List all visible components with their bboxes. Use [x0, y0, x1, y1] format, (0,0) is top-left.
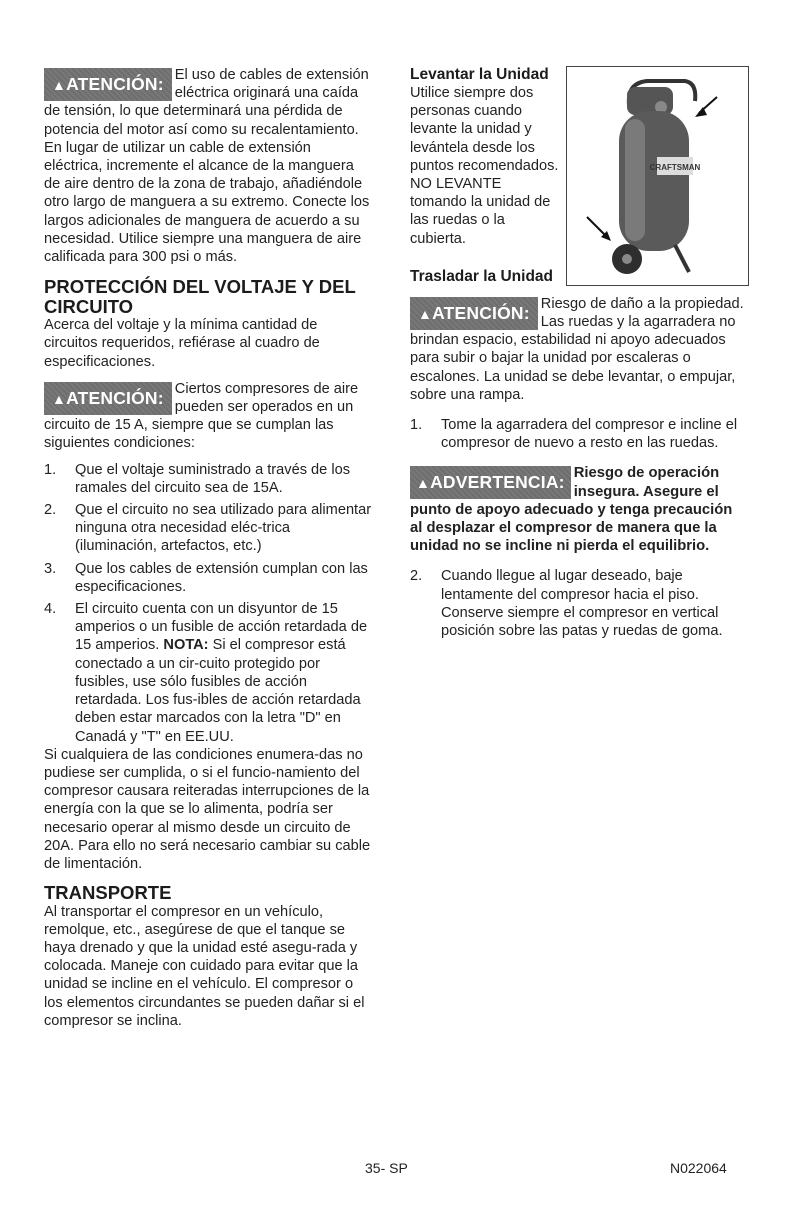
warning-unsafe-operation — [410, 464, 748, 555]
warning-triangle-icon: ▲ — [416, 475, 431, 492]
warning-text: Riesgo de daño a la propiedad. Las ruedas y la agarradera no brindan espacio, estabilidad ni apoyo adecuados para subir o bajar la unidad por escaleras o escalones. La unidad se debe levantar, o empujar, sobre una rampa. — [410, 295, 744, 403]
paragraph-voltage: Acerca del voltaje y la mínima cantidad de circuitos requeridos, refiérase al cuadro de especificaciones. — [44, 317, 320, 370]
warning-badge: ▲ADVERTENCIA: — [410, 466, 571, 499]
warning-badge: ▲ATENCIÓN: — [44, 68, 172, 101]
warning-badge: ▲ATENCIÓN: — [410, 297, 538, 330]
document-code: N022064 — [670, 1160, 727, 1176]
compressor-illustration — [567, 67, 748, 285]
paragraph-lift: Utilice siempre dos personas cuando levante la unidad y levántela desde los puntos recomendados. NO LEVANTE tomando la unidad de las ruedas o la cubierta. — [410, 85, 559, 247]
move-steps-list-1 — [410, 416, 748, 452]
compressor-photo — [566, 66, 749, 286]
list-item: 4. El circuito cuenta con un disyuntor de 15 amperios o un fusible de acción retardada de 15 amperios. NOTA: Si el compresor está conectado a un cir-cuito protegido por fusibles, use sólo fusibles de acción retardada. Los fus-ibles de acción retardada deben estar marcados con la letra "D" en Canadá y "T" en EE.UU. — [44, 601, 368, 745]
list-item: 2. Que el circuito no sea utilizado para alimentar ninguna otra necesidad eléc-trica (iluminación, artefactos, etc.) — [44, 502, 372, 555]
conditions-list — [44, 461, 372, 746]
move-steps-list-2 — [410, 567, 748, 640]
warning-property-damage — [410, 295, 748, 404]
note-label: NOTA: — [163, 637, 209, 654]
list-item: 1. Que el voltaje suministrado a través de los ramales del circuito sea de 15A. — [44, 461, 350, 496]
warning-15a-circuit — [44, 380, 372, 453]
list-item: 1. Tome la agarradera del compresor e incline el compresor de nuevo a resto en las ruedas. — [410, 417, 738, 452]
warning-triangle-icon: ▲ — [52, 390, 67, 407]
warning-badge: ▲ATENCIÓN: — [44, 382, 172, 415]
warning-text: El uso de cables de extensión eléctrica originará una caída de tensión, lo que determinará una pérdida de potencia del motor así como su recalentamiento. En lugar de utilizar un cable de extensión eléctrica, incremente el alcance de la manguera de aire dentro de la zona de trabajo, añadiéndole otro largo de manguera a su extremo. Conecte los largos adicionales de manguera de acuerdo a su necesidad. Utilice siempre una manguera de aire calificada para 300 psi o más. — [44, 67, 370, 266]
warning-extension-cords — [44, 66, 372, 266]
paragraph-transport: Al transportar el compresor en un vehículo, remolque, etc., asegúrese de que el tanque se haya drenado y que la unidad esté asegu-rada y colocada. Maneje con cuidado para evitar que la unidad se incline en el vehículo. El compresor o los elementos circundantes se pueden dañar si el compresor se inclina. — [44, 903, 365, 1029]
list-item: 3. Que los cables de extensión cumplan con las especificaciones. — [44, 560, 368, 595]
warning-text: Ciertos compresores de aire pueden ser operados en un circuito de 15 A, siempre que se cumplan las siguientes condiciones: — [44, 380, 359, 452]
warning-triangle-icon: ▲ — [418, 305, 433, 322]
heading-voltage-protection: PROTECCIÓN DEL VOLTAJE Y DEL CIRCUITO — [44, 276, 356, 317]
warning-text: Riesgo de operación insegura. Asegure el punto de apoyo adecuado y tenga precaución al desplazar el compresor de manera que la unidad no se incline ni pierda el equilibrio. — [410, 465, 733, 555]
paragraph-conditions-fail: Si cualquiera de las condiciones enumera-das no pudiese ser cumplida, o si el funcio-namiento del compresor causara reiteradas interrupciones de la energía con la que se lo alimenta, podría ser necesario operar al mismo desde un circuito de 20A. Para ello no será necesario cambiar su cable de limentación. — [44, 746, 371, 872]
left-column — [44, 66, 372, 1030]
warning-triangle-icon: ▲ — [52, 77, 67, 93]
heading-lift-unit: Levantar la Unidad — [410, 66, 549, 83]
list-item: 2. Cuando llegue al lugar deseado, baje lentamente del compresor hacia el piso. Conserve siempre el compresor en vertical posición sobre las patas y ruedas de goma. — [410, 568, 723, 640]
heading-move-unit: Trasladar la Unidad — [410, 267, 553, 285]
brand-label: CRAFTSMAN — [649, 163, 701, 172]
heading-transport: TRANSPORTE — [44, 882, 172, 904]
page-number: 35- SP — [365, 1160, 408, 1176]
